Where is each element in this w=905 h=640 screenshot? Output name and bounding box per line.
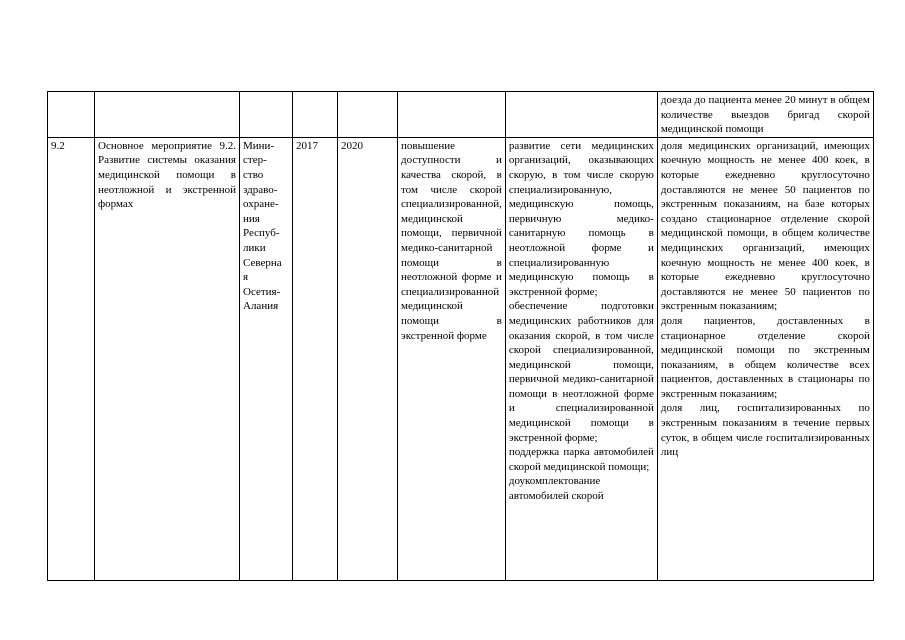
cell-result-empty [398,92,506,138]
cell-end-year [338,137,398,580]
cell-number-empty [48,92,95,138]
program-activities-table [47,91,874,581]
table-row-continuation [48,92,874,138]
cell-expected-result [398,137,506,580]
cell-end-year-empty [338,92,398,138]
activity-executor: Мини- стер- ство здраво- охране- ния Респуб- лики Северна я Осетия- Алания [243,139,282,313]
indicator-continuation-text: доезда до пациента менее 20 минут в общем количестве выездов бригад скорой медицинской помощи [660,94,870,136]
activity-indicators: доля медицинских организаций, имеющих коечную мощность не менее 400 коек, в которые ежедневно круглосуточно доставляются не менее 50 пациентов по экстренным показаниям, на базе которых создано стационарное отделение скорой медицинской помощи, в общем количестве медицинских организаций, имеющих коечную мощность не менее 400 коек, в которые ежедневно круглосуточно доставляются не менее 50 пациентов по экстренным показаниям; доля пациентов, доставленных в стационарное отделение скорой медицинской помощи по экстренным показаниям, в общем количестве всех пациентов, доставленных в стационары по экстренным показаниям; доля лиц, госпитализированных по экстренным показаниям в течение первых суток, в общем числе госпитализированных лиц [660,139,870,459]
cell-executor-empty [240,92,293,138]
cell-executor [240,137,293,580]
cell-name-empty [95,92,240,138]
cell-number [48,137,95,580]
cell-directions-empty [505,92,657,138]
activity-start-year: 2017 [296,139,318,152]
table-row-activity-9-2 [48,137,874,580]
cell-name [95,137,240,580]
cell-indicators [657,137,873,580]
activity-expected-result: повышение доступности и качества скорой, в том числе скорой специализированной, медицинской помощи, первичной медико-санитарной помощи в неотложной форме и специализированной медицинской помощи в экстренной форме [401,139,502,342]
activity-name: Основное мероприятие 9.2. Развитие системы оказания медицинской помощи в неотложной и экстренной формах [98,139,236,211]
cell-start-year-empty [293,92,338,138]
activity-main-directions: развитие сети медицинских организаций, оказывающих скорую, в том числе скорую специализированную, медицинскую помощь, первичную медико-санитарную помощь в неотложной форме и специализированную медицинскую помощь в экстренной форме; обеспечение подготовки медицинских работников для оказания скорой, в том числе скорой специализированной, медицинской помощи, первичной медико-санитарной помощи в неотложной форме и специализированной медицинской помощи в экстренной форме; поддержка парка автомобилей скорой медицинской помощи; доукомплектование автомобилей скорой [508,139,654,503]
activity-number: 9.2 [51,139,65,152]
cell-indicator-continuation [657,92,873,138]
cell-main-directions [505,137,657,580]
cell-start-year [293,137,338,580]
activity-end-year: 2020 [341,139,363,152]
